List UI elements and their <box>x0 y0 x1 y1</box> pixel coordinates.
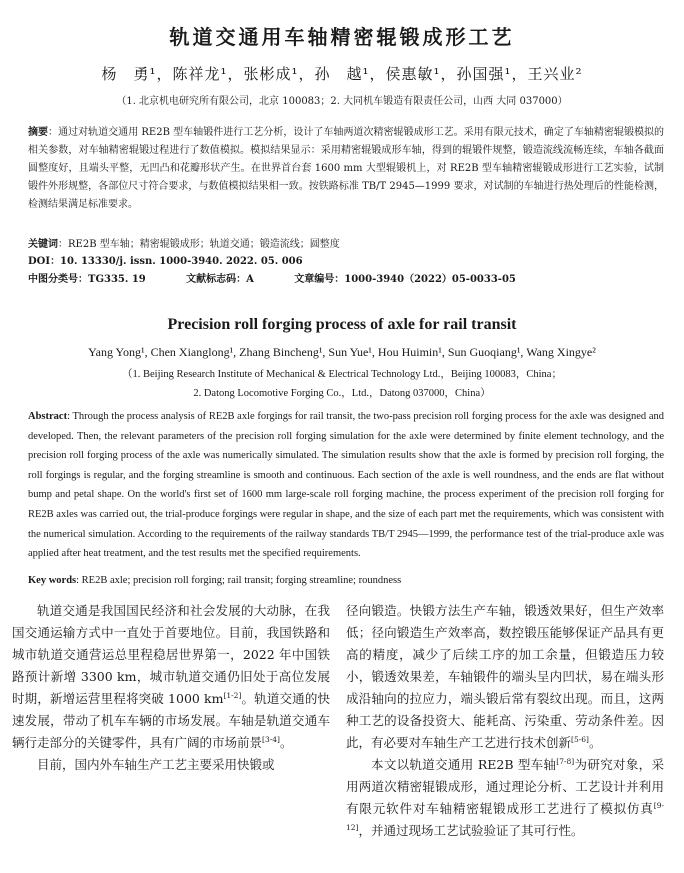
english-abstract-label: Abstract <box>28 411 68 422</box>
english-keywords-text: : RE2B axle; precision roll forging; rail transit; forging streamline; roundness <box>76 575 402 586</box>
body-paragraph: 径向锻造。快锻方法生产车轴，锻透效果好，但生产效率低；径向锻造生产效率高，数控锻压能够保证产品具有更高的精度，减少了后续工序的加工余量，但锻造压力较小，锻透效果差，车轴锻件的端头呈内凹状，易在端头形成沿轴向的拉应力，端头锻后常有裂纹出现。而且，这两种工艺的设备投资大、能耗高、污染重、劳动条件差。因此，有必要对车轴生产工艺进行技术创新[5-6]。 <box>346 603 664 750</box>
english-affiliation-1: （1. Beijing Research Institute of Mechanical & Electrical Technology Ltd.，Beijing 100083，China； <box>122 369 562 380</box>
body-column-left <box>12 600 330 776</box>
clc-label: 中图分类号 <box>28 274 78 285</box>
body-paragraph: 本文以轨道交通用 RE2B 型车轴[7-8]为研究对象，采用两道次精密辊锻成形，通过理论分析、工艺设计并利用有限元软件对车轴精密辊锻成形工艺进行了模拟仿真[9-12]，并通过现场工艺试验验证了其可行性。 <box>346 756 664 838</box>
body-paragraph: 轨道交通是我国国民经济和社会发展的大动脉，在我国交通运输方式中一直处于首要地位。目前，我国铁路和城市轨道交通营运总里程稳居世界第一，2022 年中国铁路预计新增 3300 km，城市轨道交通仍旧处于高位发展时期，新增运营里程将突破 1000 km[1-2]。轨道交通的快速发展，带动了机车车辆的市场发展。车轴是轨道交通车辆行走部分的关键零件，具有广阔的市场前景[3-4]。 <box>12 603 330 750</box>
affiliations: （1. 北京机电研究所有限公司，北京 100083；2. 大同机车锻造有限责任公司，山西 大同 037000） <box>116 96 568 107</box>
doc-label: 文献标志码 <box>186 274 237 285</box>
chinese-abstract <box>28 124 664 214</box>
abstract-label: 摘要 <box>28 127 49 138</box>
keywords-label: 关键词 <box>28 239 58 250</box>
article-label: 文章编号 <box>294 274 335 285</box>
body-column-right <box>346 600 664 842</box>
english-title: Precision roll forging process of axle for rail transit <box>167 316 517 333</box>
doi-line <box>28 254 664 270</box>
article-value: ：1000-3940（2022）05-0033-05 <box>334 274 516 285</box>
abstract-text: ：通过对轨道交通用 RE2B 型车轴锻件进行工艺分析，设计了车轴两道次精密辊锻成形工艺。采用有限元技术，确定了车轴精密辊锻模拟的相关参数，对车轴精密辊锻过程进行了数值模拟。模拟结果显示：采用精密辊锻成形车轴，得到的辊锻件规整，锻造流线流畅连续，车轴各截面圆整度好，且端头平整，无凹凸和花瓣形状产生。在世界首台套 1600 mm 大型辊锻机上，对 RE2B 型车轴精密辊锻成形进行工艺实验，试制锻件外形规整，各部位尺寸符合要求，与数值模拟结果相一致。按铁路标准 TB/T 2945—1999 要求，对试制的车轴进行热处理后的性能检测，检测结果满足标准要求。 <box>28 127 665 210</box>
english-keywords <box>28 575 664 586</box>
doi-label: DOI <box>28 256 51 267</box>
english-affiliation-2: 2. Datong Locomotive Forging Co.，Ltd.，Datong 037000，China） <box>193 388 491 399</box>
keywords-cn <box>28 237 664 253</box>
doc-value: ：A <box>236 274 254 285</box>
paper-title: 轨道交通用车轴精密辊锻成形工艺 <box>169 25 515 49</box>
body-paragraph: 目前，国内外车轴生产工艺主要采用快锻或 <box>37 757 275 772</box>
english-keywords-label: Key words <box>28 575 77 586</box>
keywords-text: ：RE2B 型车轴；精密辊锻成形；轨道交通；锻造流线；圆整度 <box>58 239 340 250</box>
english-abstract-text: : Through the process analysis of RE2B axle forgings for rail transit, the two-pass precision roll forging process for the axle was designed and developed. Then, the relevant parameters of the precision roll forging simulation for the axle were determined by finite element technology, and the precision roll forging process of the axle was numerically simulated. The simulation results show that the axle is formed by precision roll forging, the roll forgings is regular, and the forging streamline is smooth and continuous. Each section of the axle is well roundness, and the ends are flat without bump and petal shape. On the world's first set of 1600 mm large-scale roll forging machine, the process experiment of the precision roll forging for RE2B axles was carried out, the trial-produce forgings were regular in shape, and the size of each part met the requirements, which was consistent with the numerical simulation. According to the requirements of the railway standards TB/T 2945—1999, the performance test of the trial-produce axle was applied after heat treatment, and the test results met the specified requirements. <box>28 411 664 560</box>
clc-value: ：TG335. 19 <box>78 274 146 285</box>
classification-line <box>28 272 664 288</box>
english-author-list: Yang Yong¹, Chen Xianglong¹, Zhang Bincheng¹, Sun Yue¹, Hou Huimin¹, Sun Guoqiang¹, Wang Xingye² <box>88 345 596 359</box>
author-list: 杨 勇¹，陈祥龙¹，张彬成¹，孙 越¹，侯惠敏¹，孙国强¹，王兴业² <box>101 65 583 83</box>
english-abstract <box>28 407 664 564</box>
doi-value: ：10. 13330/j. issn. 1000-3940. 2022. 05. 006 <box>50 256 303 267</box>
